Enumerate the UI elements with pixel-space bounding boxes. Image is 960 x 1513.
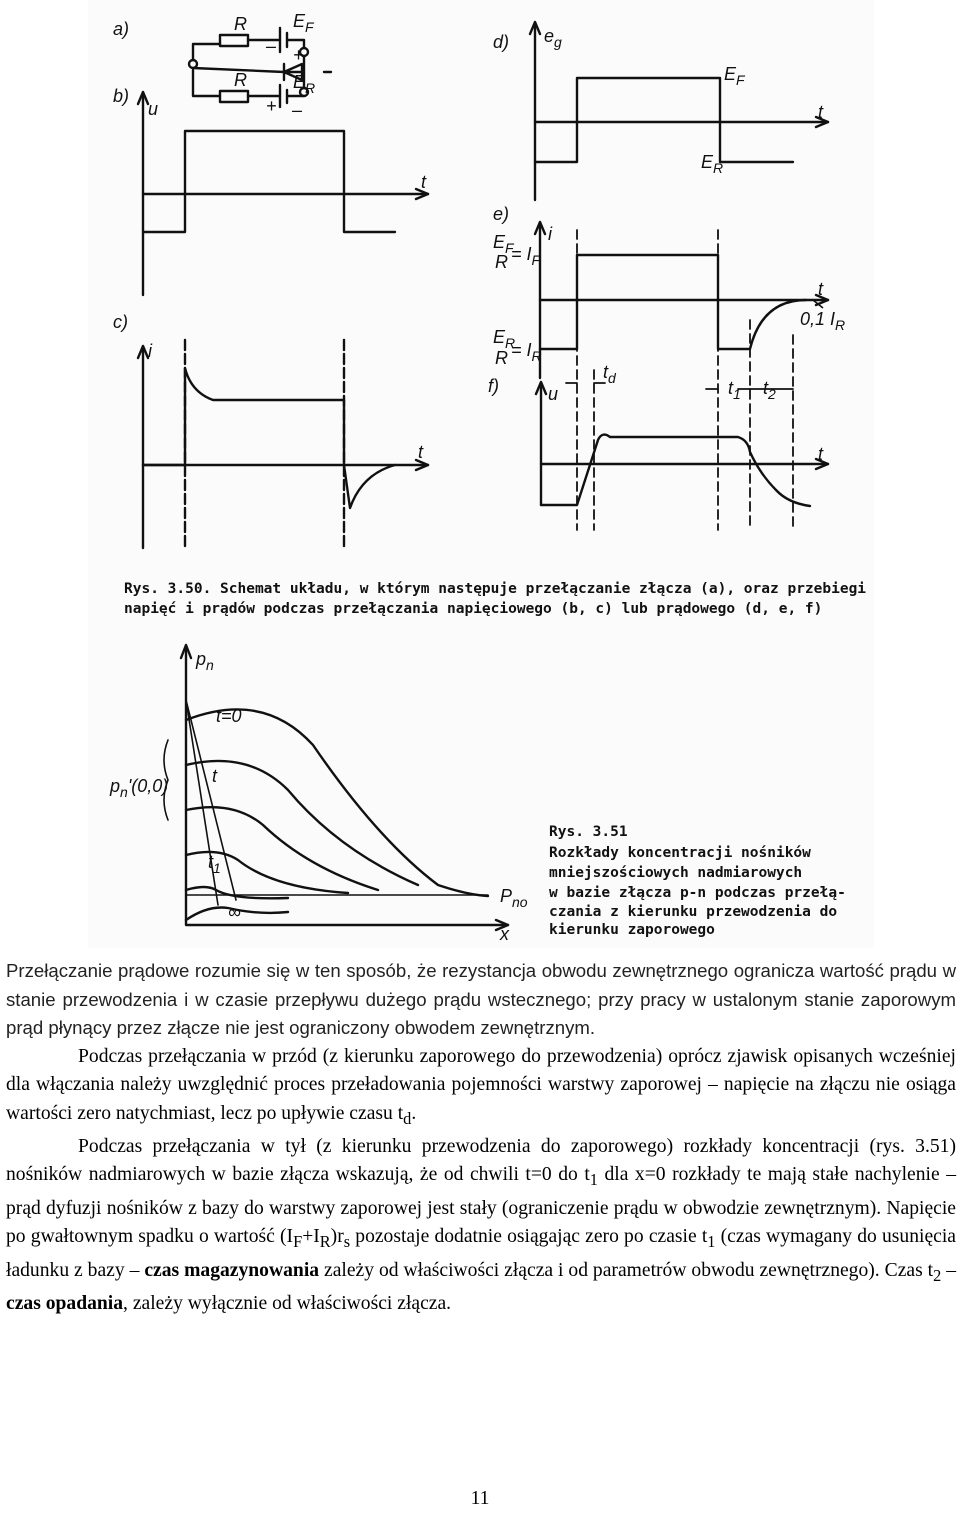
label-inf: ∞ bbox=[228, 902, 241, 922]
label-c: c) bbox=[113, 312, 128, 332]
e-eq-if: = $I_F$ bbox=[511, 244, 541, 268]
axis-i-e: i bbox=[548, 224, 552, 244]
plot-f bbox=[536, 382, 828, 506]
axis-eg: $e_g$ bbox=[544, 26, 562, 50]
plot-b bbox=[138, 92, 428, 295]
axis-t-c: t bbox=[418, 442, 424, 462]
caption-351 bbox=[549, 824, 846, 938]
e-er-bottom: R bbox=[495, 348, 508, 368]
label-x: x bbox=[500, 924, 509, 944]
axis-t-f: t bbox=[818, 444, 824, 464]
label-a: a) bbox=[113, 19, 130, 39]
axis-t-b: t bbox=[421, 172, 427, 192]
label-pno: $P_{no}$ bbox=[500, 886, 528, 910]
label-t0: t=0 bbox=[216, 706, 242, 726]
plot-351 bbox=[164, 645, 508, 930]
label-er-circuit: $E_R$ bbox=[293, 72, 316, 96]
label-t1-351: $t_1$ bbox=[208, 852, 221, 876]
e-ef-top: $E_F$ bbox=[493, 232, 514, 256]
svg-text:mniejszościowych nadmiarowych: mniejszościowych nadmiarowych bbox=[549, 865, 803, 881]
label-plus-1: + bbox=[293, 45, 304, 65]
svg-text:kierunku zaporowego: kierunku zaporowego bbox=[549, 922, 715, 938]
axis-t-d: t bbox=[818, 102, 824, 122]
label-r1: R bbox=[234, 14, 247, 34]
paragraph-2: Podczas przełączania w przód (z kierunku zaporowego do przewodzenia) oprócz zjawisk opisanych wcześniej dla włączania należy uwzględnić proces przeładowania pojemności warstwy zaporowej – napięcie na złączu nie osiąga wartości zero natychmiast, lecz po upływie czasu $t_d$. bbox=[6, 1045, 956, 1128]
e-ef-bottom: R bbox=[495, 252, 508, 272]
e-eq-ir: = $I_R$ bbox=[511, 340, 542, 364]
figure-scan bbox=[88, 0, 874, 948]
time-t2: $t_2$ bbox=[763, 378, 776, 402]
figure-drawing bbox=[88, 0, 874, 948]
page-number: 11 bbox=[470, 1488, 490, 1509]
caption-350-line1: Rys. 3.50. Schemat układu, w którym następuje przełączanie złącza (a), oraz przebiegi bbox=[124, 581, 867, 597]
body-text bbox=[6, 957, 956, 1319]
axis-u-f: u bbox=[548, 384, 559, 404]
time-td: $t_d$ bbox=[603, 362, 616, 386]
axis-i-c: i bbox=[148, 341, 152, 361]
label-d: d) bbox=[493, 32, 510, 52]
timing-arrows bbox=[566, 383, 793, 389]
label-b: b) bbox=[113, 86, 130, 106]
label-pn: $p_n$ bbox=[196, 649, 214, 673]
axis-u-b: u bbox=[148, 99, 159, 119]
e-pct: 0,1 $I_R$ bbox=[800, 309, 846, 333]
label-e: e) bbox=[493, 204, 510, 224]
e-er-top: $E_R$ bbox=[493, 327, 516, 351]
label-r2: R bbox=[234, 70, 247, 90]
paragraph-1: Przełączanie prądowe rozumie się w ten sposób, że rezystancja obwodu zewnętrznego ogranicza wartość prądu w stanie przewodzenia i w czasie przepływu dużego prądu wstecznego; przy pracy w ustalonym stanie zaporowym prąd płynący przez złącze nie jest ograniczony obwodem zewnętrznym. bbox=[6, 960, 956, 1038]
level-ef: $E_F$ bbox=[724, 64, 745, 88]
plot-e bbox=[535, 222, 828, 378]
label-ef-circuit: $E_F$ bbox=[293, 11, 314, 35]
label-minus-2: – bbox=[292, 100, 303, 120]
plot-d bbox=[530, 22, 828, 200]
axis-t-e: t bbox=[818, 279, 824, 299]
svg-text:czania z kierunku przewodzenia: czania z kierunku przewodzenia do bbox=[549, 904, 838, 920]
svg-text:Rys. 3.51: Rys. 3.51 bbox=[549, 824, 628, 840]
svg-text:Rozkłady koncentracji nośników: Rozkłady koncentracji nośników bbox=[549, 845, 811, 861]
label-plus-2: + bbox=[266, 96, 277, 116]
label-t: t bbox=[212, 766, 218, 786]
svg-text:w bazie złącza p-n podczas prz: w bazie złącza p-n podczas przełą- bbox=[549, 885, 846, 901]
label-pn0: $p_n'(0,0)$ bbox=[110, 776, 169, 800]
paragraph-3: Podczas przełączania w tył (z kierunku przewodzenia do zaporowego) rozkłady koncentracji (rys. 3.51) nośników nadmiarowych w bazie złącza wskazują, że od chwili t=0 do $t_1$ dla x=0 rozkłady te mają stałe nachylenie – prąd dyfuzji nośników z bazy do warstwy zaporowej jest stały (ograniczenie prądu w obwodzie zewnętrznym). Napięcie po gwałtownym spadku o wartość $(I_F+I_R)r_s$ pozostaje dodatnie osiągając zero po czasie $t_1$ (czas wymagany do usunięcia ładunku z bazy – czas magazynowania zależy od właściwości złącza i od parametrów obwodu zewnętrznego). Czas $t_2$ – czas opadania, zależy wyłącznie od właściwości złącza. bbox=[6, 1135, 956, 1315]
plot-c bbox=[138, 340, 428, 548]
label-f: f) bbox=[488, 376, 499, 396]
level-er: $E_R$ bbox=[701, 152, 724, 176]
label-minus: – bbox=[266, 36, 277, 56]
time-t1: $t_1$ bbox=[728, 378, 741, 402]
caption-350-line2: napięć i prądów podczas przełączania napięciowego (b, c) lub prądowego (d, e, f) bbox=[124, 601, 823, 617]
